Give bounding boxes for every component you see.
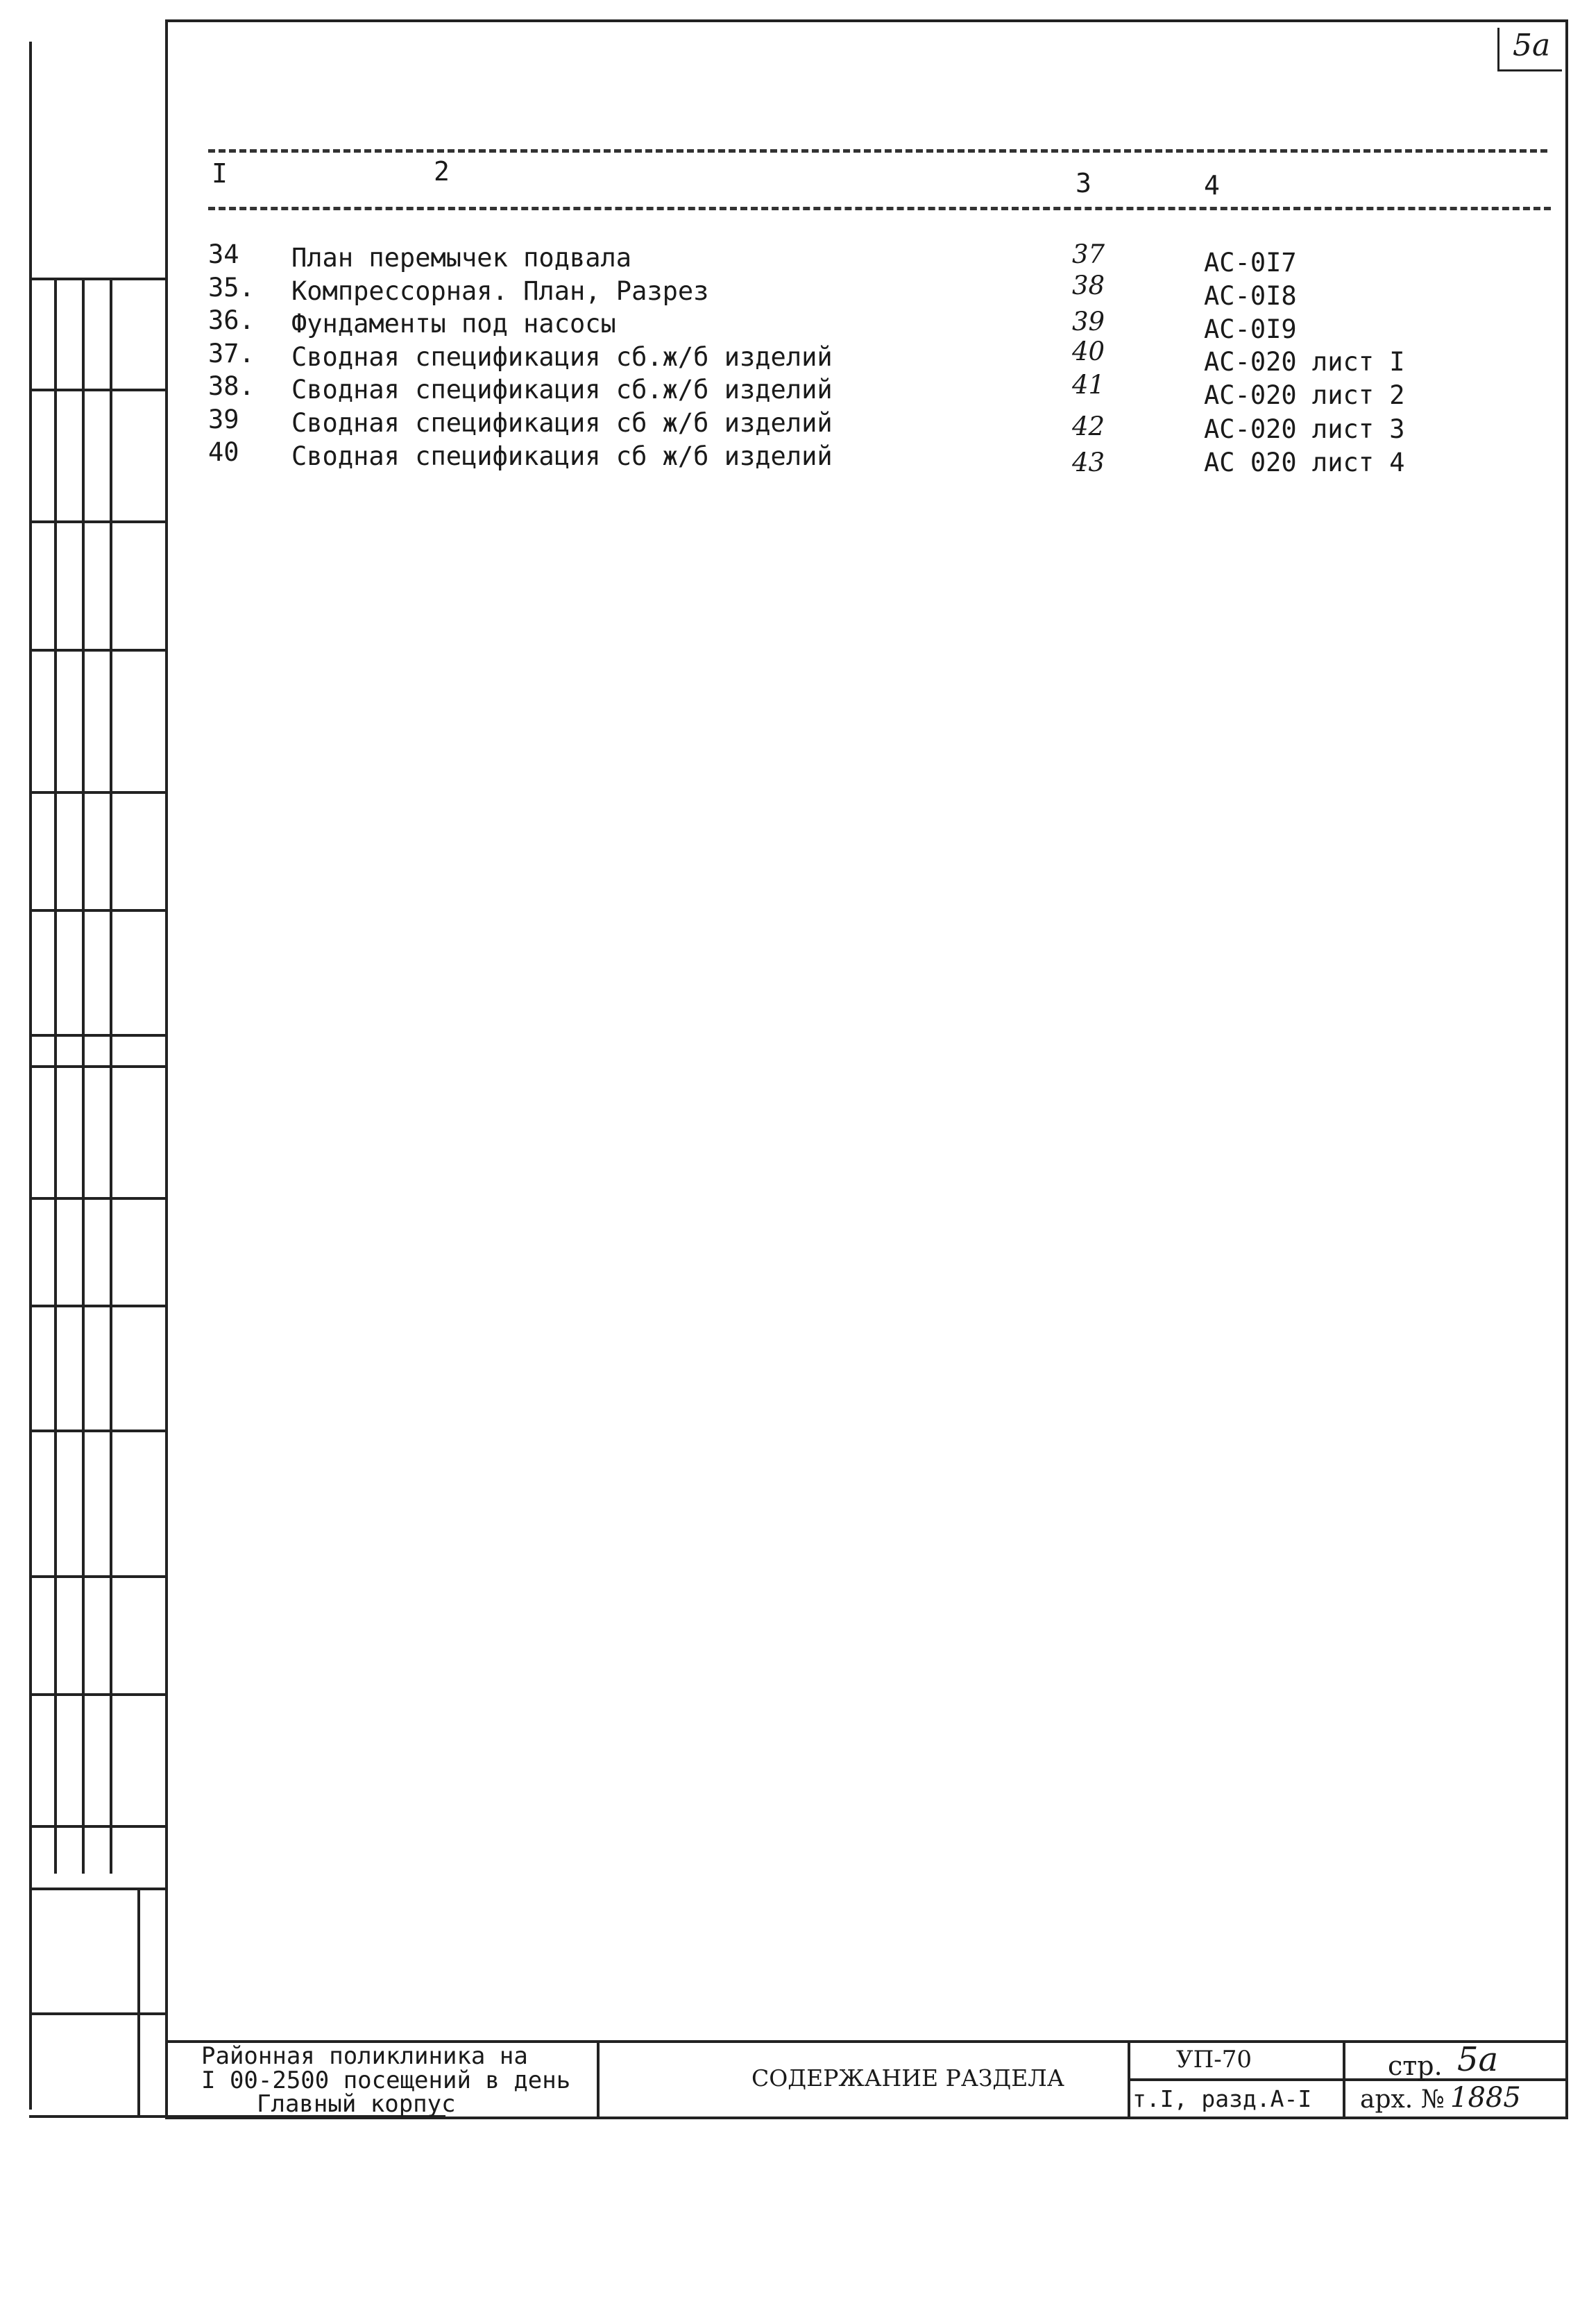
row-number: 37. bbox=[208, 339, 255, 368]
project-name-line1: Районная поликлиника на bbox=[201, 2042, 528, 2070]
project-code: УП-70 bbox=[1176, 2046, 1252, 2073]
project-name-line3: Главный корпус bbox=[257, 2090, 456, 2118]
row-code: АС-0I7 bbox=[1204, 248, 1297, 278]
row-number: 34 bbox=[208, 239, 239, 269]
row-number: 35. bbox=[208, 273, 255, 303]
row-code: АС-0I8 bbox=[1204, 281, 1297, 311]
row-page: 40 bbox=[1072, 337, 1105, 366]
row-page: 43 bbox=[1072, 448, 1105, 477]
row-title: Сводная спецификация сб ж/б изделий bbox=[291, 408, 833, 438]
row-number: 40 bbox=[208, 437, 239, 467]
header-rule-bottom bbox=[208, 207, 1551, 210]
row-code: АС-020 лист I bbox=[1204, 347, 1405, 377]
row-title: Фундаменты под насосы bbox=[291, 309, 616, 339]
row-code: АС-0I9 bbox=[1204, 314, 1297, 344]
col-header-4: 4 bbox=[1204, 170, 1220, 201]
sheet-mark: 5а bbox=[1513, 28, 1551, 63]
archive-label: арх. № bbox=[1360, 2085, 1445, 2114]
row-title: Сводная спецификация сб.ж/б изделий bbox=[291, 375, 833, 405]
page-label: стр. bbox=[1388, 2051, 1443, 2081]
row-title: Сводная спецификация сб ж/б изделий bbox=[291, 441, 833, 471]
row-page: 42 bbox=[1072, 412, 1105, 441]
row-number: 38. bbox=[208, 371, 255, 401]
section-title: СОДЕРЖАНИЕ РАЗДЕЛА bbox=[751, 2064, 1064, 2092]
row-code: АС 020 лист 4 bbox=[1204, 448, 1405, 477]
archive-number: 1885 bbox=[1450, 2082, 1521, 2114]
col-header-2: 2 bbox=[434, 156, 450, 187]
row-page: 39 bbox=[1072, 307, 1105, 337]
header-rule-top bbox=[208, 149, 1547, 153]
row-page: 38 bbox=[1072, 271, 1105, 300]
row-code: АС-020 лист 2 bbox=[1204, 380, 1405, 410]
row-title: Сводная спецификация сб.ж/б изделий bbox=[291, 342, 833, 372]
page-number: 5а bbox=[1457, 2040, 1499, 2079]
row-page: 37 bbox=[1072, 239, 1105, 269]
col-header-1: I bbox=[212, 158, 228, 189]
row-code: АС-020 лист 3 bbox=[1204, 414, 1405, 444]
row-number: 36. bbox=[208, 305, 255, 335]
project-name-line2: I 00-2500 посещений в день bbox=[201, 2067, 571, 2094]
row-number: 39 bbox=[208, 405, 239, 434]
row-title: Компрессорная. План, Разрез bbox=[291, 276, 709, 306]
row-page: 41 bbox=[1072, 370, 1105, 400]
col-header-3: 3 bbox=[1076, 168, 1091, 198]
row-title: План перемычек подвала bbox=[291, 243, 632, 273]
volume-section: т.I, разд.А-I bbox=[1132, 2085, 1312, 2112]
